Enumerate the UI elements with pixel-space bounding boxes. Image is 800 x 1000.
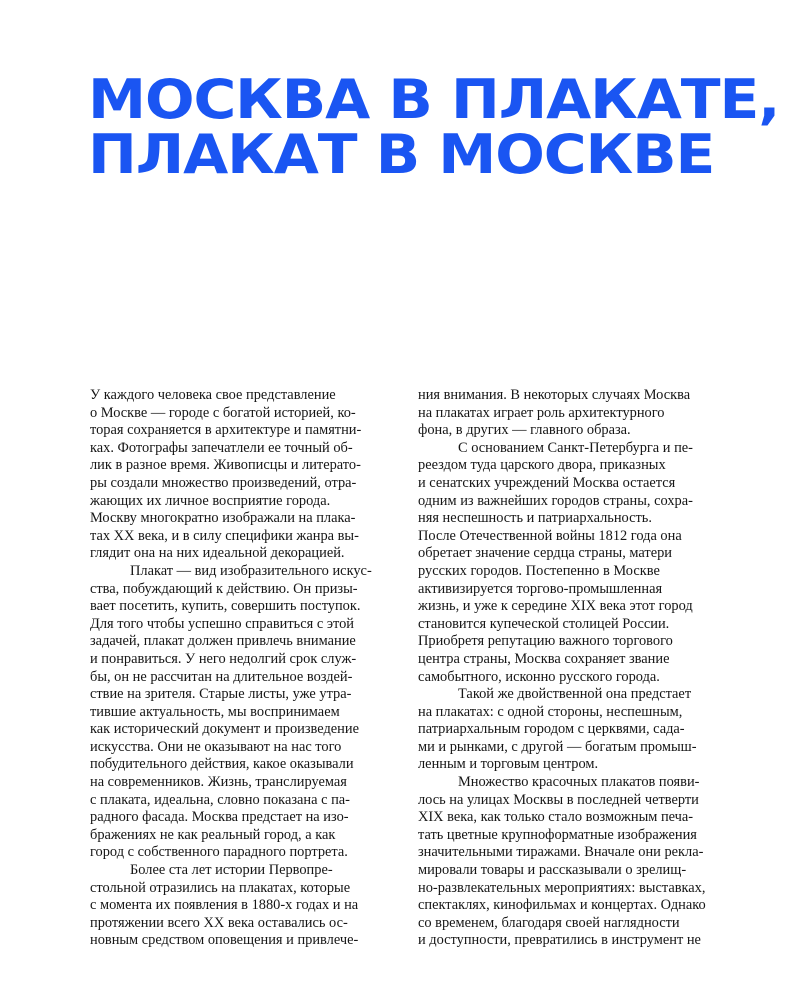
text-line: обретает значение сердца страны, матери <box>418 545 672 562</box>
text-line: мировали товары и рассказывали о зрелищ- <box>418 862 687 879</box>
text-line: искусства. Они не оказывают на нас того <box>90 738 342 755</box>
text-line: с момента их появления в 1880-х годах и на <box>90 897 359 914</box>
text-line: фона, в других — главного образа. <box>418 422 631 439</box>
text-line: и сенатских учреждений Москва остается <box>418 474 676 491</box>
text-line: значительными тиражами. Вначале они рекла- <box>418 844 704 861</box>
text-line: Более ста лет истории Первопре- <box>130 862 333 879</box>
text-line: новным средством оповещения и привлече- <box>90 932 359 949</box>
text-line: протяжении всего XX века оставались ос- <box>90 914 348 931</box>
text-line: активизируется торгово-промышленная <box>418 580 663 597</box>
text-line: на плакатах: с одной стороны, неспешным, <box>418 703 683 720</box>
text-line: задачей, плакат должен привлечь внимание <box>90 633 356 650</box>
text-line: спектаклях, кинофильмах и концертах. Однако <box>418 897 706 914</box>
text-line: ства, побуждающий к действию. Он призы- <box>90 580 358 597</box>
text-line: XIX века, как только стало возможным печа- <box>418 809 694 826</box>
text-line: няя неспешность и патриархальность. <box>418 510 652 527</box>
text-line: стольной отразились на плакатах, которые <box>90 879 351 896</box>
text-line: и понравиться. У него недолгий срок служ- <box>90 650 357 667</box>
text-line: Такой же двойственной она предстает <box>458 686 692 703</box>
text-line: русских городов. Постепенно в Москве <box>418 562 660 579</box>
text-line: бражениях не как реальный город, а как <box>90 826 336 843</box>
text-line: и доступности, превратились в инструмент не <box>418 932 701 949</box>
text-line: самобытного, исконно русского города. <box>418 668 660 685</box>
text-line: лось на улицах Москвы в последней четверти <box>418 791 699 808</box>
text-line: жизнь, и уже к середине XIX века этот город <box>418 598 693 615</box>
text-line: лик в разное время. Живописцы и литерато- <box>90 457 361 474</box>
text-line: на плакатах играет роль архитектурного <box>418 404 665 421</box>
text-line: Москву многократно изображали на плака- <box>90 510 356 527</box>
text-line: о Москве — городе с богатой историей, ко- <box>90 404 356 421</box>
text-line: Множество красочных плакатов появи- <box>458 774 700 791</box>
text-line: становится купеческой столицей России. <box>418 615 670 632</box>
text-line: торая сохраняется в архитектуре и памятни- <box>90 422 362 439</box>
text-line: радного фасада. Москва предстает на изо- <box>90 809 349 826</box>
text-line: бы, он не рассчитан на длительное воздей- <box>90 668 353 685</box>
text-line: со временем, благодаря своей наглядности <box>418 914 680 931</box>
text-line: центра страны, Москва сохраняет звание <box>418 650 670 667</box>
text-line: одним из важнейших городов страны, сохра- <box>418 492 693 509</box>
text-line: ния внимания. В некоторых случаях Москва <box>418 387 691 403</box>
title-line-2: ПЛАКАТ В МОСКВЕ <box>88 123 715 186</box>
text-line: реездом туда царского двора, приказных <box>418 457 666 474</box>
text-line: побудительного действия, какое оказывали <box>90 756 354 773</box>
text-line: Приобретя репутацию важного торгового <box>418 633 673 650</box>
page-title <box>88 68 800 186</box>
text-line: тах XX века, и в силу специфики жанра вы- <box>90 527 359 544</box>
text-line: ры создали множество произведений, отра- <box>90 474 357 491</box>
title-line-1: МОСКВА В ПЛАКАТЕ, <box>88 68 780 131</box>
text-line: патриархальным городом с церквями, сада- <box>418 721 685 738</box>
text-line: глядит она на них идеальной декорацией. <box>90 545 345 562</box>
text-line: но-развлекательных мероприятиях: выставках, <box>418 879 706 896</box>
text-line: как исторический документ и произведение <box>90 721 359 738</box>
text-column-left <box>90 387 402 950</box>
text-line: жающих их личное восприятие города. <box>90 492 331 509</box>
text-line: тать цветные крупноформатные изображения <box>418 826 697 843</box>
text-column-right <box>418 387 730 950</box>
text-line: С основанием Санкт-Петербурга и пе- <box>458 439 693 456</box>
text-line: После Отечественной войны 1812 года она <box>418 527 682 544</box>
text-line: Плакат — вид изобразительного искус- <box>130 562 372 579</box>
text-line: на современников. Жизнь, транслируемая <box>90 774 347 791</box>
text-line: ках. Фотографы запечатлели ее точный об- <box>90 439 353 456</box>
text-line: город с собственного парадного портрета. <box>90 844 348 861</box>
text-line: ствие на зрителя. Старые листы, уже утра- <box>90 686 352 703</box>
text-line: У каждого человека свое представление <box>90 387 336 403</box>
text-line: с плаката, идеальна, словно показана с па- <box>90 791 350 808</box>
text-line: вает посетить, купить, совершить поступок. <box>90 598 361 615</box>
text-line: Для того чтобы успешно справиться с этой <box>90 615 354 632</box>
text-line: ми и рынками, с другой — богатым промыш- <box>418 738 697 755</box>
text-line: тившие актуальность, мы воспринимаем <box>90 703 340 720</box>
text-line: ленным и торговым центром. <box>418 756 599 773</box>
